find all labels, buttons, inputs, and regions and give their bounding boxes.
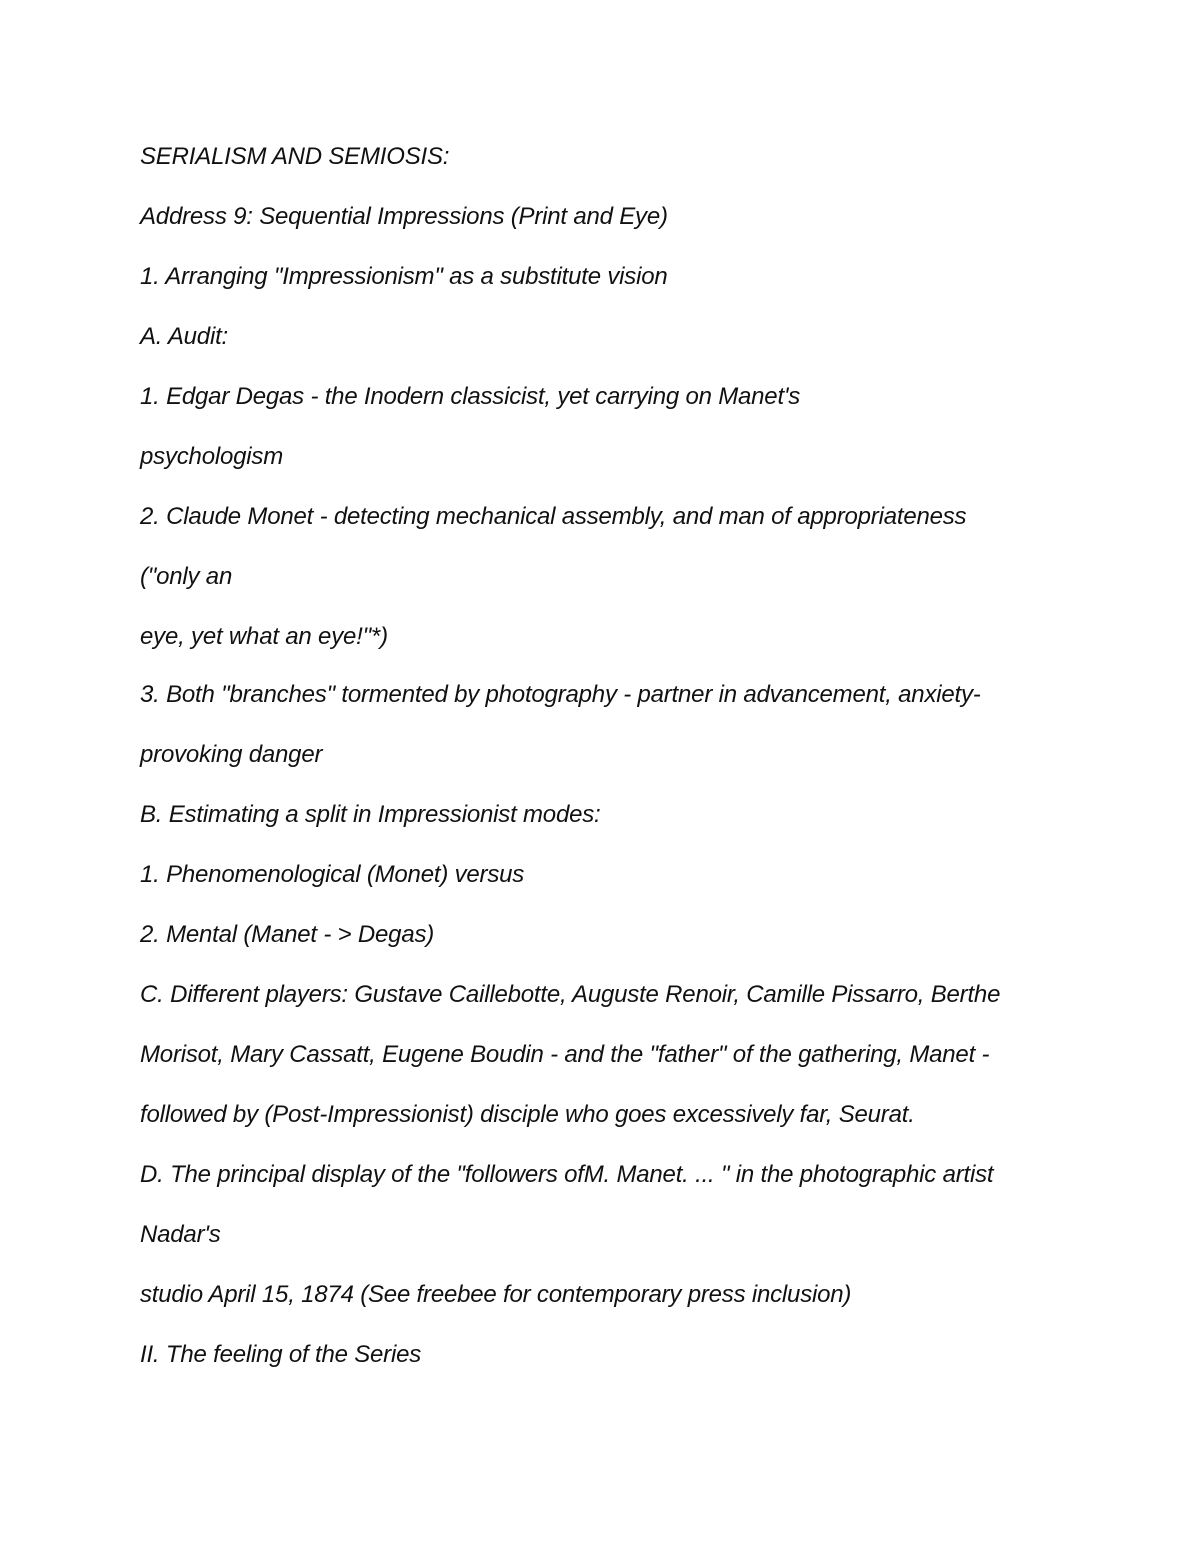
outline-item-continuation: studio April 15, 1874 (See freebee for contemporary press inclusion) [140,1281,852,1308]
outline-item-continuation: ("only an [140,563,233,590]
outline-item-continuation: eye, yet what an eye!"*) [140,623,388,650]
outline-item: C. Different players: Gustave Caillebotte, Auguste Renoir, Camille Pissarro, Berthe [140,981,1001,1008]
document-title: SERIALISM AND SEMIOSIS: [140,143,450,170]
outline-item-continuation: provoking danger [140,741,323,768]
outline-item: A. Audit: [140,323,229,350]
outline-item: 1. Edgar Degas - the Inodern classicist, yet carrying on Manet's [140,383,801,410]
outline-item: 1. Phenomenological (Monet) versus [140,861,525,888]
outline-item: 2. Claude Monet - detecting mechanical assembly, and man of appropriateness [140,503,967,530]
outline-item-continuation: psychologism [140,443,283,470]
lecture-heading: Address 9: Sequential Impressions (Print and Eye) [140,203,668,230]
outline-item: B. Estimating a split in Impressionist modes: [140,801,601,828]
section-heading: II. The feeling of the Series [140,1341,422,1368]
outline-item-continuation: Morisot, Mary Cassatt, Eugene Boudin - and the "father" of the gathering, Manet - [140,1041,990,1068]
outline-item-continuation: followed by (Post-Impressionist) disciple who goes excessively far, Seurat. [140,1101,915,1128]
outline-item: 1. Arranging "Impressionism" as a substitute vision [140,263,668,290]
outline-item-continuation: Nadar's [140,1221,221,1248]
outline-item: 2. Mental (Manet - > Degas) [140,921,435,948]
outline-item: 3. Both "branches" tormented by photography - partner in advancement, anxiety- [140,681,981,708]
outline-item: D. The principal display of the "followers ofM. Manet. ... " in the photographic artist [140,1161,994,1188]
